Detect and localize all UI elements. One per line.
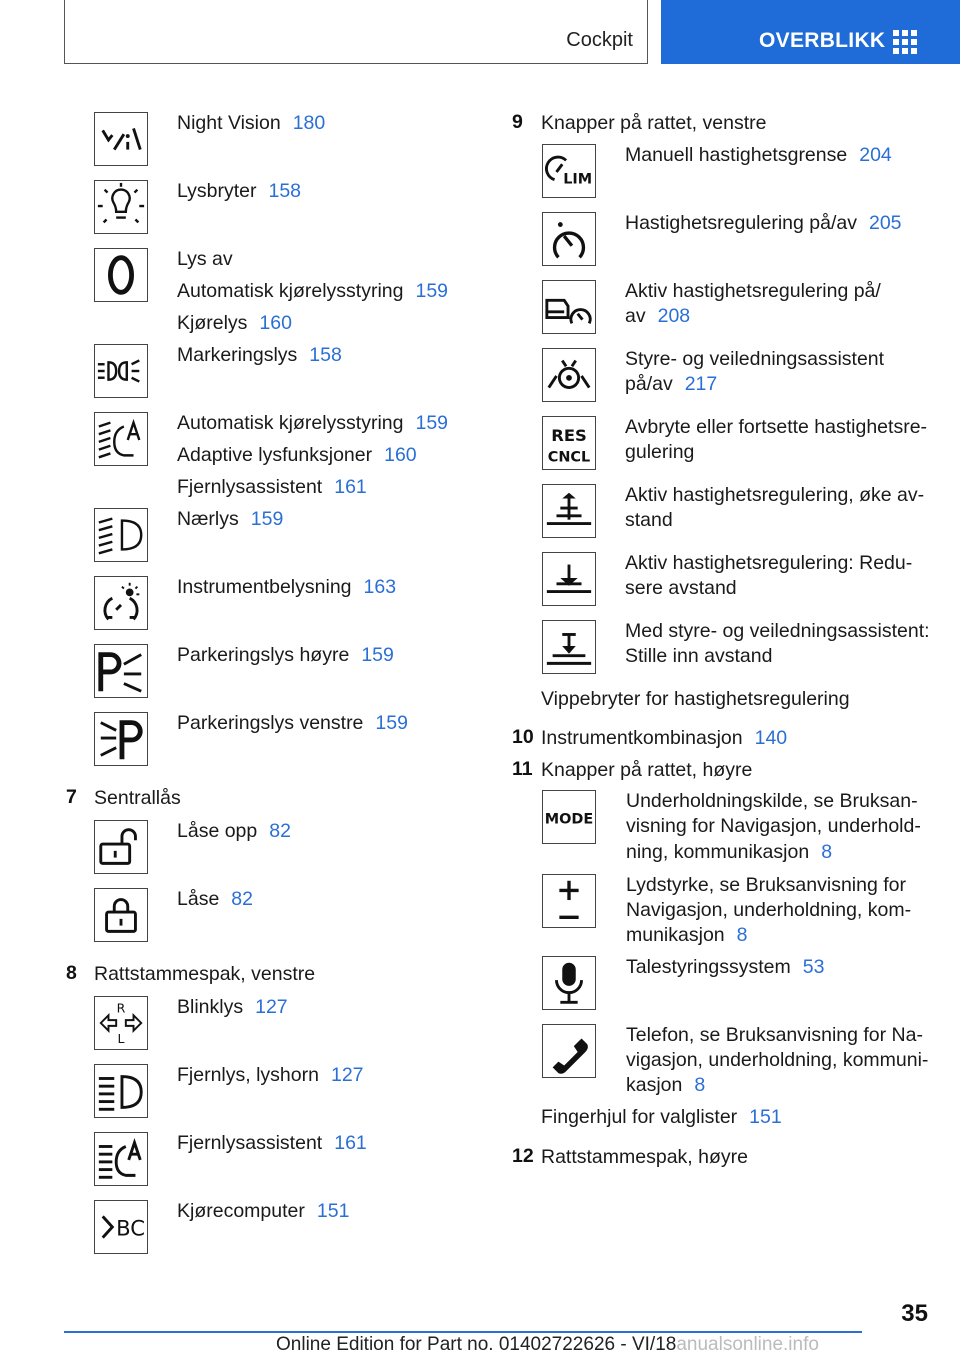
item-title: Knapper på rattet, høyre [541,759,753,781]
page-link[interactable]: 159 [361,644,394,666]
entry-line: av 208 [625,305,691,327]
cruise-control-icon [542,212,596,266]
page-link[interactable]: 159 [250,508,284,530]
page-link[interactable]: 160 [384,444,417,466]
turn-signal-icon [94,996,148,1050]
page-link[interactable]: 151 [316,1200,350,1222]
distance-decrease-icon [542,552,596,606]
entry-line: Stille inn avstand [625,645,773,667]
item-number: 11 [512,758,533,780]
watermark: anualsonline.info [676,1334,819,1355]
page-link[interactable]: 127 [330,1064,364,1086]
page-link[interactable]: 151 [749,1106,782,1128]
svg-text:RES: RES [551,426,587,446]
svg-text:LIM: LIM [563,171,593,188]
entry-line: Styre- og veiledningsassistent [625,348,885,370]
parking-light-right-icon [94,644,148,698]
item-number: 12 [512,1145,534,1167]
entry-line: Fjernlysassistent 161 [177,1132,367,1154]
parking-light-left-icon [94,712,148,766]
entry-line: gulering [625,441,695,463]
overview-tab[interactable] [661,0,960,64]
entry-line: kasjon 8 [626,1074,706,1096]
auto-headlight-icon [94,412,148,466]
svg-text:BC: BC [116,1215,146,1241]
page-link[interactable]: 8 [736,924,748,946]
thumbwheel-text: Fingerhjul for valglister 151 [541,1106,782,1128]
page-link[interactable]: 159 [415,280,449,302]
svg-text:R: R [116,1000,126,1016]
page-link[interactable]: 158 [309,344,342,366]
header-section-box [64,0,648,64]
grid-menu-icon[interactable] [893,30,919,54]
entry-line: Telefon, se Bruksanvisning for Na- [626,1024,923,1046]
entry-line: Lydstyrke, se Bruksanvisning for [626,874,906,896]
entry-line: på/av 217 [625,373,718,395]
volume-icon [542,874,596,928]
entry-line: ning, kommunikasjon 8 [626,841,833,863]
entry-line: Talestyringssystem 53 [626,956,825,978]
high-beam-assistant-icon [94,1132,148,1186]
high-beam-icon [94,1064,148,1118]
entry-line: stand [625,509,673,531]
page-link[interactable]: 180 [292,112,326,134]
entry-line: vigasjon, underholdning, kommuni- [626,1049,929,1071]
entry-line: Hastighetsregulering på/av 205 [625,212,902,234]
item-number: 8 [66,962,77,984]
entry-line: Underholdningskilde, se Bruksan- [626,790,918,812]
entry-line: Automatisk kjørelysstyring 159 [177,280,449,302]
entry-line: Fjernlysassistent 161 [177,476,367,498]
page-link[interactable]: 8 [694,1074,706,1096]
page-link[interactable]: 127 [255,996,288,1018]
entry-line: sere avstand [625,577,737,599]
entry-line: Aktiv hastighetsregulering på/ [625,280,881,302]
entry-line: Manuell hastighetsgrense 204 [625,144,892,166]
footer-divider [64,1331,862,1333]
microphone-icon [542,956,596,1010]
mode-icon [542,790,596,844]
item-title: Instrumentkombinasjon 140 [541,727,788,749]
item-number: 7 [66,786,77,808]
entry-line: munikasjon 8 [626,924,748,946]
entry-line: Lys av [177,248,233,270]
light-switch-icon [94,180,148,234]
page-number: 35 [901,1300,928,1327]
page-link[interactable]: 140 [754,727,788,749]
res-cncl-icon [542,416,596,470]
steering-assistant-icon [542,348,596,402]
svg-text:MODE: MODE [544,811,594,828]
entry-line: Automatisk kjørelysstyring 159 [177,412,449,434]
entry-line: Aktiv hastighetsregulering: Redu- [625,552,913,574]
unlock-icon [94,820,148,874]
page-link[interactable]: 217 [684,373,718,395]
item-title: Rattstammespak, høyre [541,1146,748,1168]
page-link[interactable]: 82 [269,820,291,842]
entry-line: Nærlys 159 [177,508,284,530]
page-link[interactable]: 161 [334,1132,367,1154]
entry-line: Aktiv hastighetsregulering, øke av- [625,484,925,506]
instrument-lighting-icon [94,576,148,630]
entry-line: Instrumentbelysning 163 [177,576,397,598]
entry-line: Navigasjon, underholdning, kom- [626,899,912,921]
phone-icon [542,1024,596,1078]
entry-line: Låse opp 82 [177,820,291,842]
entry-line: Kjørelys 160 [177,312,292,334]
svg-text:L: L [117,1031,125,1047]
entry-line: Blinklys 127 [177,996,288,1018]
page-link[interactable]: 160 [259,312,292,334]
low-beam-icon [94,508,148,562]
item-number: 10 [512,726,534,748]
speed-limiter-icon [542,144,596,198]
entry-line: Avbryte eller fortsette hastighetsre- [625,416,928,438]
page-link[interactable]: 204 [859,144,892,166]
entry-line: Night Vision 180 [177,112,326,134]
page-link[interactable]: 161 [334,476,367,498]
page-link[interactable]: 208 [657,305,691,327]
svg-text:CNCL: CNCL [547,449,591,466]
entry-line: Parkeringslys høyre 159 [177,644,394,666]
entry-line: Fjernlys, lyshorn 127 [177,1064,364,1086]
page-link[interactable]: 159 [415,412,449,434]
bc-icon [94,1200,148,1254]
lock-icon [94,888,148,942]
entry-line: Med styre- og veiledningsassistent: [625,620,930,642]
item-title: Sentrallås [94,787,181,809]
page-link[interactable]: 82 [231,888,253,910]
lights-off-icon [94,248,148,302]
page-link[interactable]: 158 [268,180,302,202]
entry-line: Kjørecomputer 151 [177,1200,350,1222]
entry-line: Lysbryter 158 [177,180,302,202]
section-title: Cockpit [566,29,633,51]
set-distance-icon [542,620,596,674]
page-link[interactable]: 163 [363,576,397,598]
entry-line: visning for Navigasjon, underhold- [626,815,921,837]
page-link[interactable]: 53 [802,956,825,978]
active-cruise-icon [542,280,596,334]
overview-tab-label: OVERBLIKK [759,29,886,52]
item-title: Knapper på rattet, venstre [541,112,767,134]
item-title: Rattstammespak, venstre [94,963,316,985]
entry-line: Parkeringslys venstre 159 [177,712,408,734]
page-link[interactable]: 8 [821,841,833,863]
entry-line: Adaptive lysfunksjoner 160 [177,444,417,466]
rocker-switch-text: Vippebryter for hastighetsregulering [541,688,850,710]
entry-line: Markeringslys 158 [177,344,342,366]
distance-increase-icon [542,484,596,538]
footer-text: Online Edition for Part no. 01402722626 - VI/18anualsonline.info [276,1334,819,1355]
item-number: 9 [512,111,523,133]
page-link[interactable]: 159 [375,712,408,734]
entry-line: Låse 82 [177,888,253,910]
page-link[interactable]: 205 [868,212,902,234]
marker-lights-icon [94,344,148,398]
night-vision-icon [94,112,148,166]
